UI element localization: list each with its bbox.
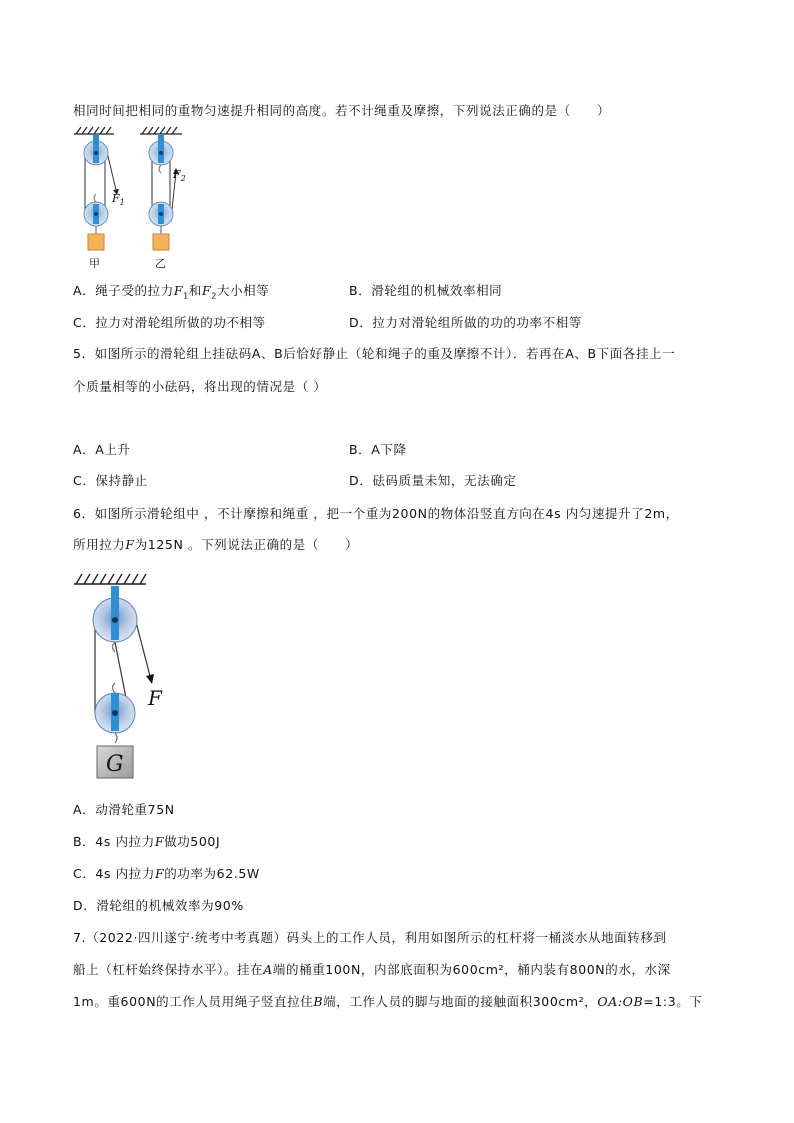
q6-option-a: A．动滑轮重75N <box>73 802 175 817</box>
q6-stem-line1: 6．如图所示滑轮组中 ，不计摩擦和绳重 ，把一个重为200N的物体沿竖直方向在4s 内匀速提升了2m， <box>73 506 679 521</box>
q4-pulley-figure <box>60 124 200 274</box>
q6-pulley-figure <box>70 568 180 782</box>
q5-option-d: D．砝码质量未知，无法确定 <box>349 473 517 488</box>
q4-stem: 相同时间把相同的重物匀速提升相同的高度。若不计绳重及摩擦，下列说法正确的是（ ） <box>73 103 611 118</box>
label-f: F <box>148 686 162 710</box>
q5-option-c: C．保持静止 <box>73 473 148 488</box>
q4-option-b: B．滑轮组的机械效率相同 <box>349 283 503 298</box>
label-f2: $F_2$ <box>173 168 186 184</box>
q4-option-d: D．拉力对滑轮组所做的功的功率不相等 <box>349 315 582 330</box>
label-f1: $F_1$ <box>112 192 125 208</box>
q7-line1: 7.（2022·四川遂宁·统考中考真题）码头上的工作人员，利用如图所示的杠杆将一桶淡水从地面转移到 <box>73 930 667 945</box>
q4-option-a: A．绳子受的拉力$F_1$和$F_2$大小相等 <box>73 283 270 301</box>
q5-stem-line2: 个质量相等的小砝码，将出现的情况是（ ） <box>73 379 327 394</box>
ceiling <box>74 574 146 584</box>
label-g: G <box>106 752 124 777</box>
q6-option-d: D．滑轮组的机械效率为90% <box>73 898 244 913</box>
q6-stem-line2: 所用拉力F为125N 。下列说法正确的是（ ） <box>73 537 359 552</box>
q7-line2: 船上（杠杆始终保持水平）。挂在A端的桶重100N，内部底面积为600cm²，桶内装有800N的水，水深 <box>73 962 671 977</box>
q6-option-c: C．4s 内拉力F的功率为62.5W <box>73 866 260 881</box>
q5-option-b: B．A下降 <box>349 442 407 457</box>
ceiling-left <box>74 127 114 134</box>
q7-line3: 1m。重600N的工作人员用绳子竖直拉住B端，工作人员的脚与地面的接触面积300cm²，OA:OB=1:3。下 <box>73 994 703 1009</box>
q6-option-b: B．4s 内拉力F做功500J <box>73 834 221 849</box>
q5-option-a: A．A上升 <box>73 442 131 457</box>
caption-jia: 甲 <box>89 257 100 270</box>
caption-yi: 乙 <box>155 257 166 270</box>
q5-stem-line1: 5．如图所示的滑轮组上挂砝码A、B后恰好静止（轮和绳子的重及摩擦不计）．若再在A、B下面各挂上一 <box>73 346 676 361</box>
q4-option-c: C．拉力对滑轮组所做的功不相等 <box>73 315 266 330</box>
ceiling-right <box>140 127 182 134</box>
